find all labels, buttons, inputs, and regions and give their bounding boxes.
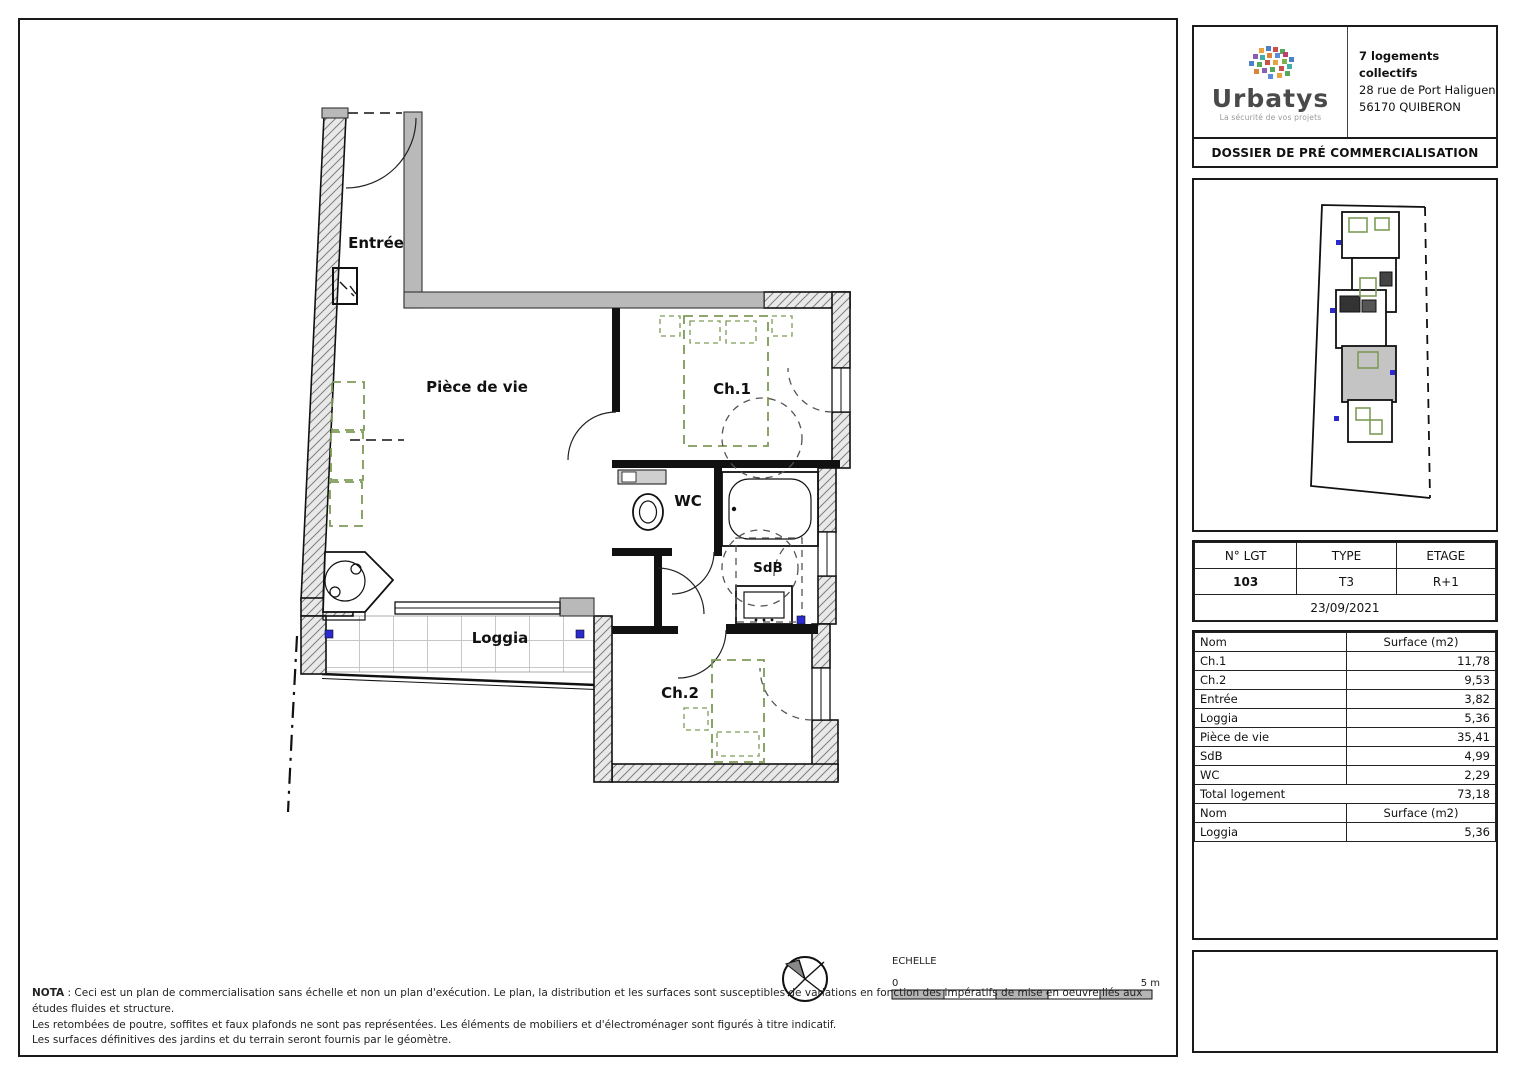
row-value: 9,53 (1347, 671, 1496, 690)
total-label: Total logement (1195, 785, 1347, 804)
empty-box (1192, 950, 1498, 1053)
row-value: 5,36 (1347, 709, 1496, 728)
surface-col-name: Nom (1195, 633, 1347, 652)
row-value: 3,82 (1347, 690, 1496, 709)
lot-type: T3 (1297, 569, 1396, 595)
plan-frame (18, 18, 1178, 1057)
table-row (1195, 747, 1496, 766)
table-row (1195, 728, 1496, 747)
property-line (288, 636, 297, 812)
table-row (1195, 709, 1496, 728)
row-value: 2,29 (1347, 766, 1496, 785)
row-name: Entrée (1195, 690, 1347, 709)
brand-name: Urbatys (1211, 83, 1330, 113)
row-name: Pièce de vie (1195, 728, 1347, 747)
lot-col-num: N° LGT (1195, 543, 1297, 569)
washbasin (736, 586, 792, 624)
annex-col-surface: Surface (m2) (1347, 804, 1496, 823)
site-plan-thumbnail (1192, 178, 1498, 532)
project-title: 7 logements collectifs (1359, 48, 1440, 80)
room-label-entree: Entrée (348, 234, 404, 252)
exterior-walls (301, 116, 850, 782)
doors (346, 113, 726, 678)
row-value: 5,36 (1347, 823, 1496, 842)
scale-label: ECHELLE (892, 956, 937, 967)
site-plan-svg (1194, 180, 1496, 530)
kitchen-counter (330, 382, 364, 526)
table-row (1195, 690, 1496, 709)
row-name: Ch.1 (1195, 652, 1347, 671)
table-row (1195, 823, 1496, 842)
common-walls (322, 108, 764, 616)
brand-tagline: La sécurité de vos projets (1219, 112, 1322, 122)
row-name: Loggia (1195, 823, 1347, 842)
row-name: WC (1195, 766, 1347, 785)
title-block (1192, 25, 1498, 168)
scale-max: 5 m (1140, 978, 1160, 989)
dossier-title: DOSSIER DE PRÉ COMMERCIALISATION (1194, 137, 1496, 166)
lot-number: 103 (1195, 569, 1297, 595)
scale-zero: 0 (892, 978, 899, 989)
bathtub (722, 472, 818, 546)
lot-table (1194, 542, 1496, 621)
row-name: Loggia (1195, 709, 1347, 728)
nota-line3: Les surfaces définitives des jardins et du terrain seront fournis par le géomètre. (32, 1034, 452, 1047)
row-value: 4,99 (1347, 747, 1496, 766)
lot-col-type: TYPE (1297, 543, 1396, 569)
table-row (1195, 766, 1496, 785)
room-label-ch1: Ch.1 (713, 380, 751, 398)
nota-line1: : Ceci est un plan de commercialisation sans échelle et non un plan d'exécution. Le plan, la distribution et les surfaces sont susceptibles de variations en fonction des impératifs de mise en oeuvre liés aux études fluides et structure. (32, 987, 1143, 1015)
lot-date: 23/09/2021 (1195, 595, 1496, 621)
room-label-loggia: Loggia (471, 629, 529, 647)
row-value: 11,78 (1347, 652, 1496, 671)
lot-floor: R+1 (1396, 569, 1495, 595)
lot-col-floor: ETAGE (1396, 543, 1495, 569)
table-row (1195, 671, 1496, 690)
surface-box (1192, 630, 1498, 940)
nota-note (32, 986, 1162, 1049)
lot-info-box (1192, 540, 1498, 622)
surface-table (1194, 632, 1496, 842)
project-address-line1: 28 rue de Port Haliguen (1359, 83, 1496, 97)
nota-label: NOTA (32, 987, 65, 999)
title-block-top (1194, 27, 1496, 137)
annex-col-name: Nom (1195, 804, 1347, 823)
kitchen-sink (323, 552, 393, 620)
loggia-floor (322, 616, 596, 690)
row-name: Ch.2 (1195, 671, 1347, 690)
brand-logo (1194, 27, 1348, 137)
floor-plan-svg (20, 20, 1176, 1055)
row-value: 35,41 (1347, 728, 1496, 747)
table-row-total (1195, 785, 1496, 804)
row-name: SdB (1195, 747, 1347, 766)
table-row (1195, 652, 1496, 671)
project-address (1348, 27, 1496, 137)
room-label-ch2: Ch.2 (661, 684, 699, 702)
total-value: 73,18 (1347, 785, 1496, 804)
toilet (618, 470, 666, 530)
room-label-sdb: SdB (753, 560, 783, 576)
room-label-piece-de-vie: Pièce de vie (426, 378, 528, 396)
urbatys-mosaic-icon (1239, 45, 1303, 85)
room-label-wc: WC (674, 492, 702, 510)
surface-col-surface: Surface (m2) (1347, 633, 1496, 652)
nota-line2: Les retombées de poutre, soffites et faux plafonds ne sont pas représentées. Les éléments de mobiliers et d'électroménager sont figurés à titre indicatif. (32, 1018, 837, 1031)
project-address-line2: 56170 QUIBERON (1359, 100, 1461, 115)
